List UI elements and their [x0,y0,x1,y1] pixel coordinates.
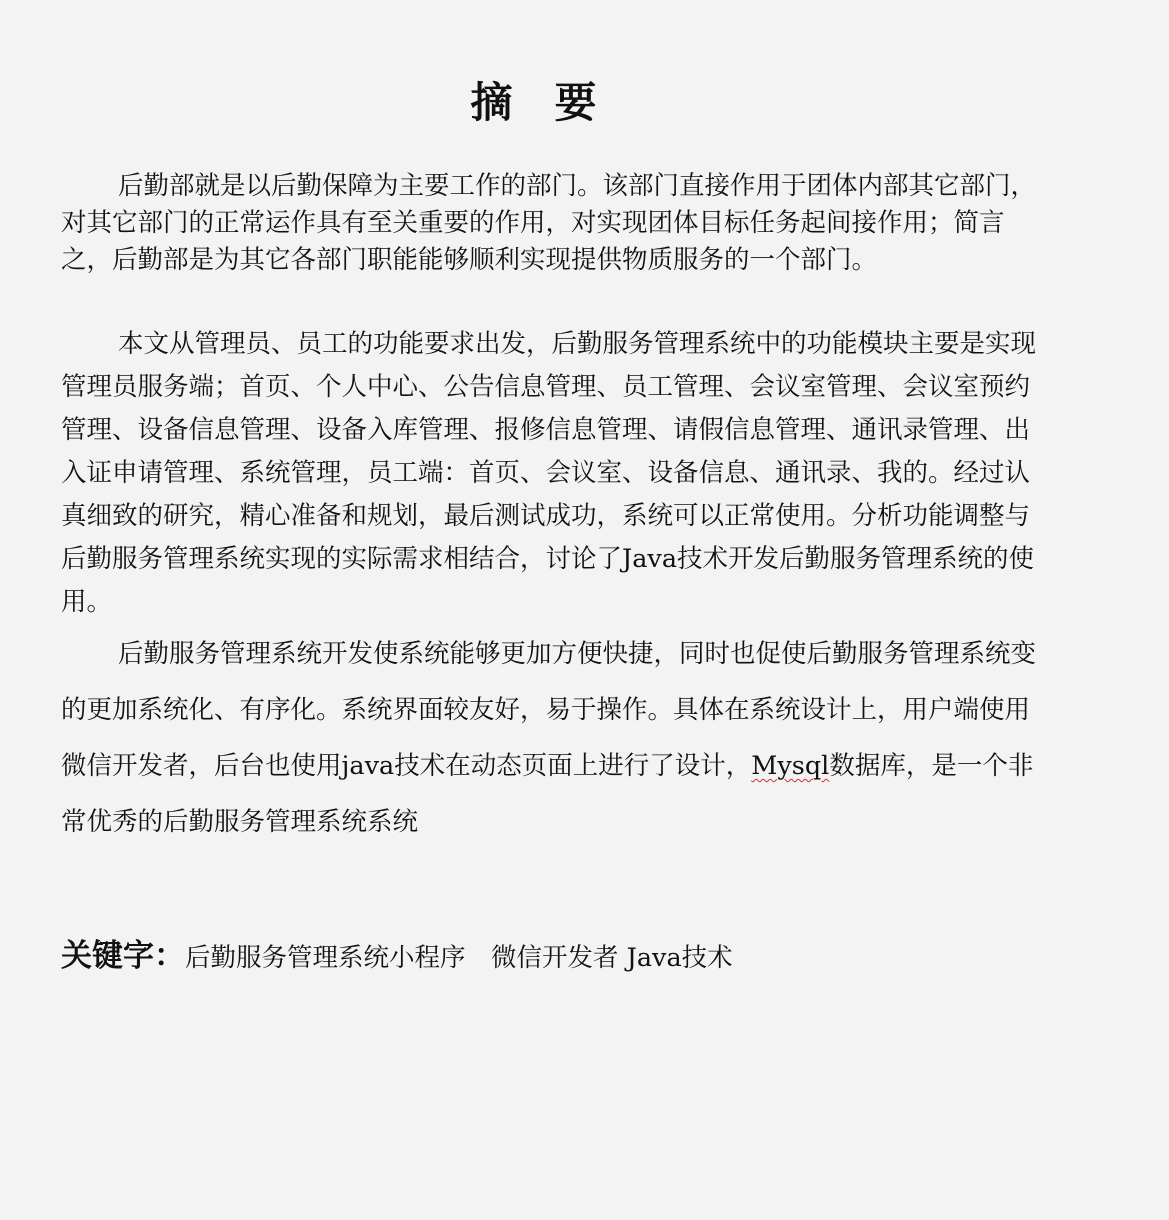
paragraph-3-main-text: 后勤服务管理系统开发使系统能够更加方便快捷，同时也促使后勤服务管理系统变的更加系统化、有序化。系统界面较友好，易于操作。具体在系统设计上，用户端使用微信开发者，后台也使用java技术在动态页面上进行了设计， [61,639,1037,781]
abstract-title: 摘要 [470,78,639,127]
abstract-paragraph-2: 本文从管理员、员工的功能要求出发，后勤服务管理系统中的功能模块主要是实现管理员服务端；首页、个人中心、公告信息管理、员工管理、会议室管理、会议室预约管理、设备信息管理、设备入库管理、报修信息管理、请假信息管理、通讯录管理、出入证申请管理、系统管理，员工端：首页、会议室、设备信息、通讯录、我的。经过认真细致的研究，精心准备和规划，最后测试成功，系统可以正常使用。分析功能调整与后勤服务管理系统实现的实际需求相结合，讨论了Java技术开发后勤服务管理系统的使用。 [61,329,1037,617]
mysql-term: Mysql [751,751,830,781]
keywords-value: 后勤服务管理系统小程序 微信开发者 Java技术 [185,943,733,973]
paragraph-3-tail-text: 数据库，是一个非常优秀的后勤服务管理系统系统 [61,751,1034,837]
abstract-paragraph-3 [61,626,1041,850]
abstract-paragraph-1: 后勤部就是以后勤保障为主要工作的部门。该部门直接作用于团体内部其它部门，对其它部门的正常运作具有至关重要的作用，对实现团体目标任务起间接作用；简言之，后勤部是为其它各部门职能能够顺利实现提供物质服务的一个部门。 [61,171,1037,275]
keywords-label: 关键字： [61,938,185,974]
keywords-line [61,934,1061,980]
